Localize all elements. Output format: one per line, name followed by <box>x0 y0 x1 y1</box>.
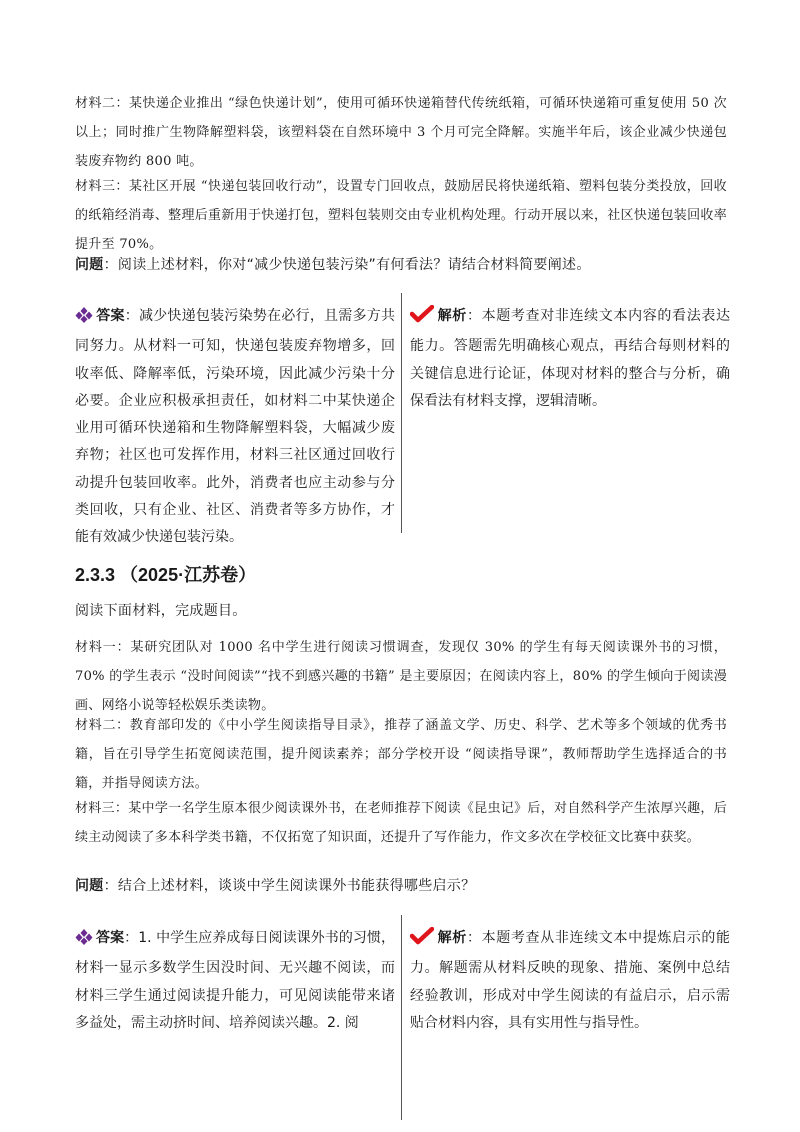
answer-text: ：减少快递包装污染势在必行，且需多方共同努力。从材料一可知，快递包装废弃物增多，回收率低、降解率低，污染环境，因此减少污染十分必要。企业应积极承担责任，如材料二中某快递企业用可循环快递箱和生物降解塑料袋，大幅减少废弃物；社区也可发挥作用，材料三社区通过回收行动提升包装回收率。此外，消费者也应主动参与分类回收，只有企业、社区、消费者等多方协作，才能有效减少快递包装污染。 <box>75 308 396 546</box>
section-heading: 2.3.3 （2025·江苏卷） <box>75 565 257 585</box>
analysis-label: 解析 <box>437 308 467 324</box>
answer-column <box>75 303 395 552</box>
column-divider <box>401 915 402 1120</box>
answer-label: 答案 <box>96 308 125 324</box>
diamond-cluster-icon <box>75 928 93 955</box>
diamond-cluster-icon <box>75 306 93 333</box>
answer-analysis-box <box>75 303 735 546</box>
material-3: 材料三：某社区开展 “快递包装回收行动”，设置专门回收点，鼓励居民将快递纸箱、塑料包装分类投放，回收的纸箱经消毒、整理后重新用于快递打包，塑料包装则交由专业机构处理。行动开展以来，社区快递包装回收率提升至 70%。 <box>75 179 727 252</box>
question-2 <box>75 872 727 901</box>
analysis-text: ：本题考查从非连续文本中提炼启示的能力。解题需从材料反映的现象、措施、案例中总结经验教训，形成对中学生阅读的有益启示，启示需贴合材料内容，具有实用性与指导性。 <box>410 930 731 1031</box>
question-text: ：结合上述材料，谈谈中学生阅读课外书能获得哪些启示？ <box>103 878 476 894</box>
question-label: 问题 <box>75 257 104 273</box>
material-2: 材料二：某快递企业推出 “绿色快递计划”，使用可循环快递箱替代传统纸箱，可循环快递箱可重复使用 50 次以上；同时推广生物降解塑料袋，该塑料袋在自然环境中 3 个月可完全降解。实施半年后，该企业减少快递包装废弃物约 800 吨。 <box>75 96 727 169</box>
answer-column <box>75 925 395 1037</box>
checkmark-icon <box>410 305 434 333</box>
material-3b: 材料三：某中学一名学生原本很少阅读课外书，在老师推荐下阅读《昆虫记》后，对自然科学产生浓厚兴趣，后续主动阅读了多本科学类书籍，不仅拓宽了知识面，还提升了写作能力，作文多次在学校征文比赛中获奖。 <box>75 801 727 845</box>
material-2b: 材料二：教育部印发的《中小学生阅读指导目录》，推荐了涵盖文学、历史、科学、艺术等多个领域的优秀书籍，旨在引导学生拓宽阅读范围，提升阅读素养；部分学校开设 “阅读指导课”，教师帮助学生选择适合的书籍，并指导阅读方法。 <box>75 718 727 791</box>
answer-label: 答案 <box>96 930 125 946</box>
column-divider <box>401 293 402 533</box>
material-1: 材料一：某研究团队对 1000 名中学生进行阅读习惯调查，发现仅 30% 的学生有每天阅读课外书的习惯，70% 的学生表示 “没时间阅读”“找不到感兴趣的书籍” 是主要原因；在阅读内容上，80% 的学生倾向于阅读漫画、网络小说等轻松娱乐类读物。 <box>75 640 727 713</box>
answer-analysis-box-2 <box>75 925 735 1035</box>
question-label: 问题 <box>75 878 104 894</box>
analysis-column <box>410 303 730 415</box>
answer-text: ：1. 中学生应养成每日阅读课外书的习惯，材料一显示多数学生因没时间、无兴趣不阅读，而材料三学生通过阅读提升能力，可见阅读能带来诸多益处，需主动挤时间、培养阅读兴趣。2. 阅 <box>75 930 395 1031</box>
question <box>75 251 727 280</box>
analysis-text: ：本题考查对非连续文本内容的看法表达能力。答题需先明确核心观点，再结合每则材料的关键信息进行论证，体现对材料的整合与分析，确保看法有材料支撑，逻辑清晰。 <box>410 308 731 409</box>
analysis-label: 解析 <box>437 930 467 946</box>
checkmark-icon <box>410 927 434 955</box>
intro: 阅读下面材料，完成题目。 <box>75 603 247 619</box>
question-text: ：阅读上述材料，你对“减少快递包装污染”有何看法？请结合材料简要阐述。 <box>103 257 591 273</box>
analysis-column <box>410 925 730 1037</box>
